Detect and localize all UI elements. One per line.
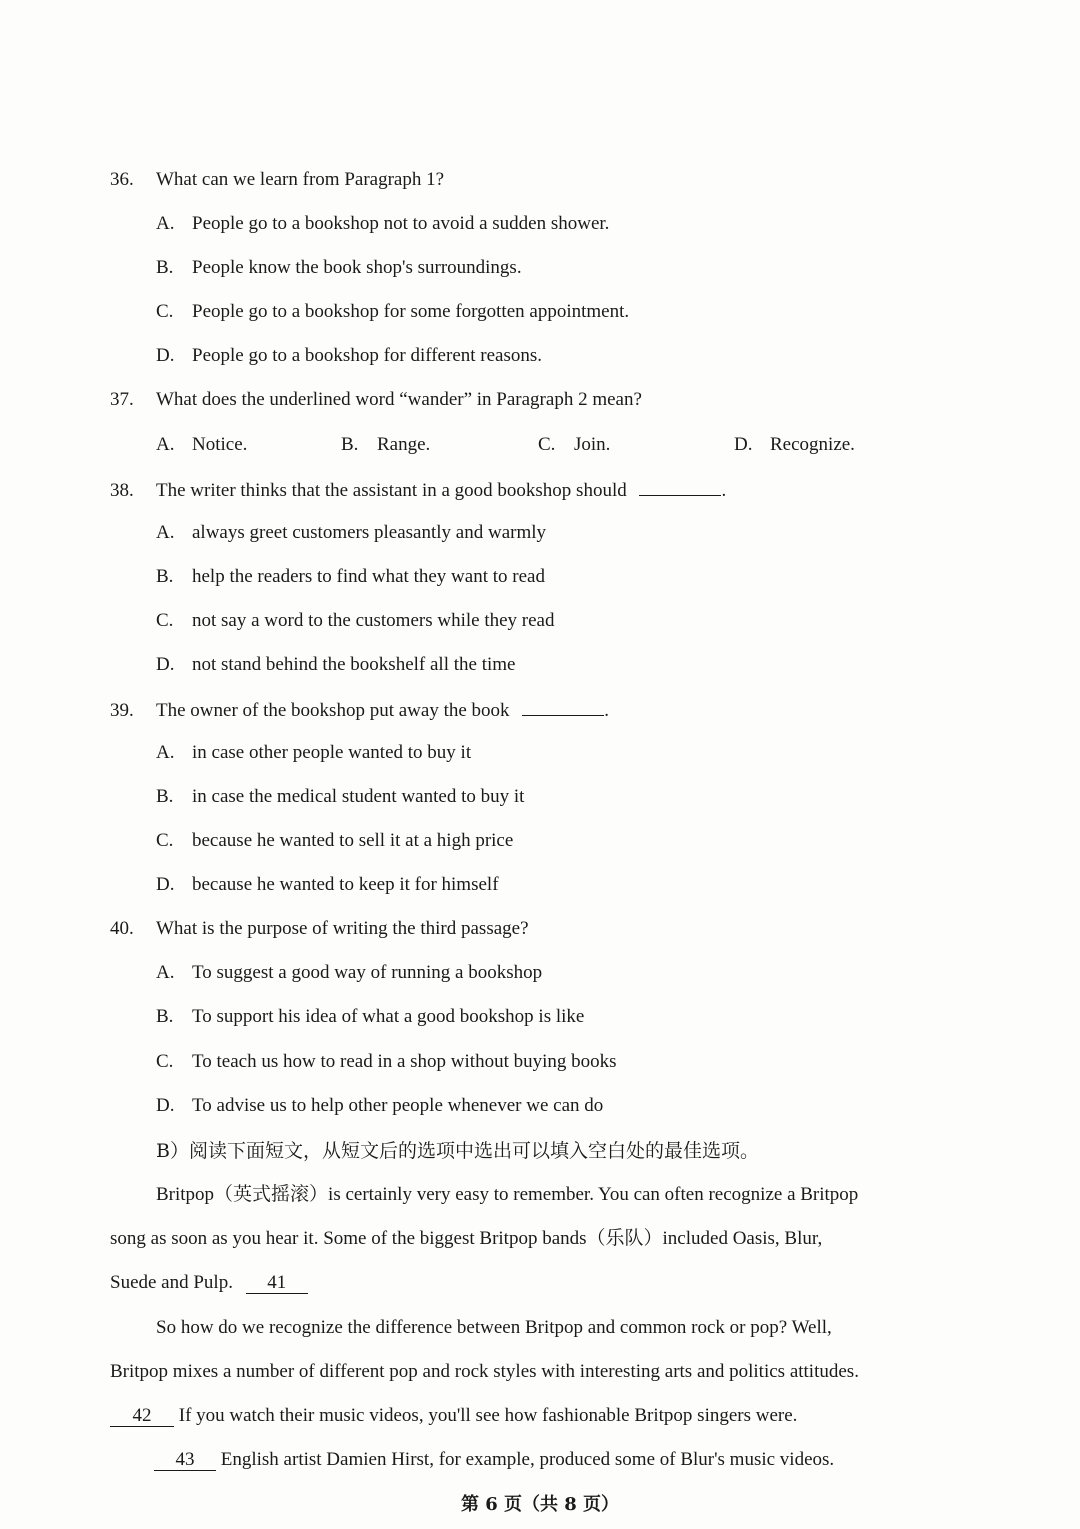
option-40-a — [156, 961, 542, 985]
passage-line — [110, 1404, 797, 1428]
option-text: Range. — [377, 434, 431, 455]
question-37 — [110, 388, 642, 412]
option-letter: C. — [538, 434, 556, 455]
option-text: People go to a bookshop for some forgotten appointment. — [192, 301, 630, 322]
numbered-blank-43: 43 — [154, 1450, 216, 1471]
option-38-b — [156, 565, 545, 589]
question-38 — [110, 477, 726, 503]
option-39-c — [156, 829, 513, 853]
option-text: in case the medical student wanted to buy it — [192, 786, 525, 807]
question-stem: What can we learn from Paragraph 1? — [156, 169, 445, 190]
option-36-a — [156, 212, 609, 236]
option-text: because he wanted to sell it at a high price — [192, 830, 514, 851]
option-text: because he wanted to keep it for himself — [192, 874, 499, 895]
option-letter: B. — [156, 786, 174, 807]
stem-end: . — [604, 700, 610, 721]
stem-end: . — [721, 480, 727, 501]
option-text: To teach us how to read in a shop without buying books — [192, 1051, 617, 1072]
option-39-d — [156, 873, 499, 897]
numbered-blank-41: 41 — [246, 1273, 308, 1294]
question-39 — [110, 697, 609, 723]
option-letter: C. — [156, 1051, 174, 1072]
option-letter: D. — [734, 434, 753, 455]
question-stem: The writer thinks that the assistant in a good bookshop should — [156, 480, 627, 501]
passage-text: English artist Damien Hirst, for example, produced some of Blur's music videos. — [220, 1449, 835, 1470]
question-number: 39. — [110, 700, 134, 721]
option-text: always greet customers pleasantly and warmly — [192, 522, 547, 543]
option-text: not stand behind the bookshelf all the time — [192, 654, 516, 675]
question-40 — [110, 917, 529, 941]
passage-line — [110, 1271, 308, 1295]
question-stem: The owner of the bookshop put away the book — [156, 700, 510, 721]
option-letter: D. — [156, 654, 175, 675]
option-letter: A. — [156, 434, 175, 455]
option-38-d — [156, 653, 515, 677]
option-36-c — [156, 300, 629, 324]
passage-line: Britpop（英式摇滚）is certainly very easy to remember. You can often recognize a Britpop — [156, 1184, 859, 1205]
option-40-c — [156, 1050, 617, 1074]
option-40-d — [156, 1094, 603, 1118]
option-39-a — [156, 741, 471, 765]
option-38-a — [156, 521, 546, 545]
answer-blank — [522, 697, 604, 716]
question-number: 37. — [110, 389, 134, 410]
option-letter: C. — [156, 610, 174, 631]
passage-line — [154, 1448, 834, 1472]
option-37-c — [538, 433, 610, 457]
option-38-c — [156, 609, 554, 633]
option-letter: B. — [156, 1006, 174, 1027]
option-letter: B. — [156, 566, 174, 587]
option-letter: B. — [341, 434, 359, 455]
option-letter: C. — [156, 301, 174, 322]
option-37-d — [734, 433, 855, 457]
passage-line: song as soon as you hear it. Some of the biggest Britpop bands（乐队）included Oasis, Blur, — [110, 1228, 823, 1249]
option-36-d — [156, 344, 542, 368]
option-letter: A. — [156, 522, 175, 543]
option-letter: A. — [156, 962, 175, 983]
option-text: Join. — [574, 434, 611, 455]
answer-blank — [639, 477, 721, 496]
option-text: help the readers to find what they want to read — [192, 566, 545, 587]
option-letter: D. — [156, 345, 175, 366]
option-text: To support his idea of what a good bookshop is like — [192, 1006, 585, 1027]
option-37-a — [156, 433, 247, 457]
option-text: To advise us to help other people whenever we can do — [192, 1095, 604, 1116]
option-text: People know the book shop's surroundings. — [192, 257, 522, 278]
question-36 — [110, 168, 444, 192]
option-text: People go to a bookshop not to avoid a sudden shower. — [192, 213, 610, 234]
option-text: To suggest a good way of running a bookshop — [192, 962, 543, 983]
option-text: in case other people wanted to buy it — [192, 742, 472, 763]
option-letter: A. — [156, 213, 175, 234]
question-stem: What is the purpose of writing the third passage? — [156, 918, 529, 939]
option-text: Recognize. — [770, 434, 855, 455]
question-number: 36. — [110, 169, 134, 190]
option-40-b — [156, 1005, 584, 1029]
option-36-b — [156, 256, 522, 280]
passage-text: Suede and Pulp. — [110, 1272, 233, 1293]
section-b-heading: B）阅读下面短文，从短文后的选项中选出可以填入空白处的最佳选项。 — [156, 1140, 759, 1162]
passage-line: Britpop mixes a number of different pop and rock styles with interesting arts and politics attitudes. — [110, 1361, 859, 1382]
option-letter: D. — [156, 874, 175, 895]
passage-text: If you watch their music videos, you'll see how fashionable Britpop singers were. — [178, 1405, 798, 1426]
numbered-blank-42: 42 — [110, 1406, 174, 1427]
option-letter: B. — [156, 257, 174, 278]
option-37-b — [341, 433, 430, 457]
question-stem: What does the underlined word “wander” in Paragraph 2 mean? — [156, 389, 642, 410]
passage-line: So how do we recognize the difference between Britpop and common rock or pop? Well, — [156, 1317, 832, 1338]
option-letter: C. — [156, 830, 174, 851]
option-letter: A. — [156, 742, 175, 763]
option-letter: D. — [156, 1095, 175, 1116]
option-text: Notice. — [192, 434, 248, 455]
option-text: not say a word to the customers while they read — [192, 610, 555, 631]
question-number: 40. — [110, 918, 134, 939]
question-number: 38. — [110, 480, 134, 501]
option-39-b — [156, 785, 524, 809]
option-text: People go to a bookshop for different reasons. — [192, 345, 543, 366]
page-footer: 第 6 页（共 8 页） — [460, 1494, 620, 1515]
